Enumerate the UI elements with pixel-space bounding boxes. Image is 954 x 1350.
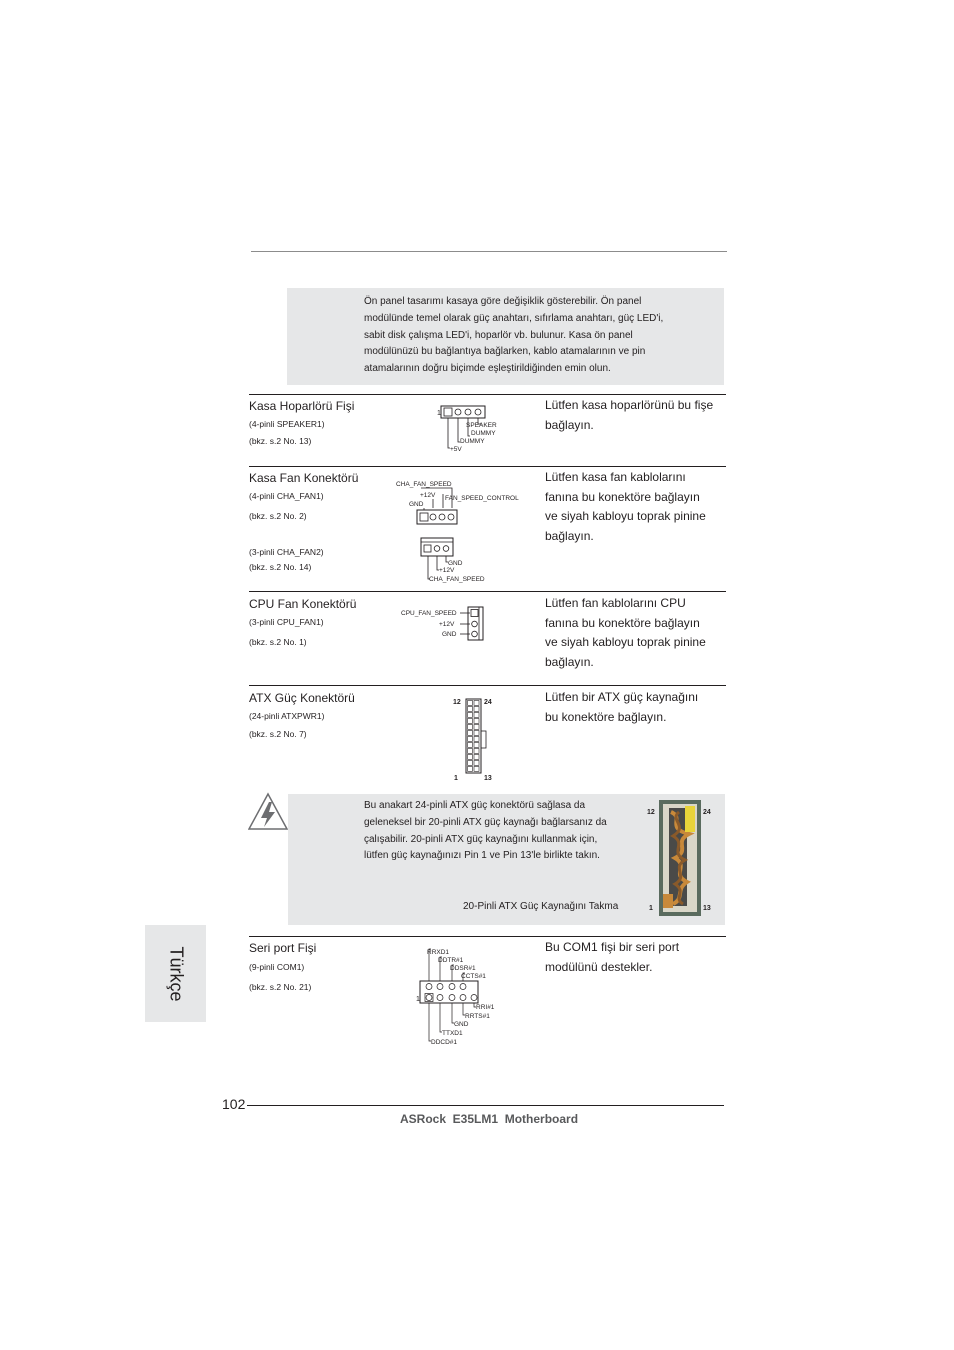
atx-pin: [468, 719, 473, 724]
language-tab: [145, 925, 206, 1022]
dummy-pin-label: DUMMY: [460, 438, 485, 445]
atx-pin: [468, 737, 473, 742]
section-rule: [249, 466, 726, 467]
note-line: Bu anakart 24-pinli ATX güç konektörü sağlasa da: [364, 800, 586, 811]
desc-line: fanına bu konektöre bağlayın: [545, 489, 700, 504]
note-line: atamalarının doğru biçimde eşleştirildiğinden emin olun.: [364, 363, 611, 375]
section-rule: [249, 936, 726, 937]
note-line: geleneksel bir 20-pinli ATX güç kaynağı bağlarsanız da: [364, 816, 607, 828]
12v-label: +12V: [439, 567, 455, 574]
atx-pin: [474, 749, 479, 754]
atx-reference: (bkz. s.2 No. 7): [249, 729, 307, 739]
desc-line: Lütfen fan kablolarını CPU: [545, 596, 686, 610]
cpu-fan-speed-label: CPU_FAN_SPEED: [401, 610, 457, 617]
section-rule: [249, 394, 726, 395]
photo-pin1-label: 1: [649, 905, 653, 912]
ddsr1-label: DDSR#1: [450, 965, 476, 972]
note-line: modülünüzü bu bağlantıya bağlarken, kablo atamalarının ve pin: [364, 346, 646, 358]
com-pin: [426, 995, 432, 1001]
desc-line: bağlayın.: [545, 528, 594, 543]
note-line: çalışabilir. 20-pinli ATX güç kaynağını kullanmak için,: [364, 833, 598, 845]
cha-fan-speed-label: CHA_FAN_SPEED: [429, 576, 485, 583]
ddcd1-label: DDCD#1: [431, 1039, 458, 1046]
cha-fan-description: [545, 468, 727, 546]
pin1-label: 1: [416, 996, 420, 1003]
atx-pin: [468, 713, 473, 718]
12v-label: +12V: [420, 492, 436, 499]
speaker-title: Kasa Hoparlörü Fişi: [249, 399, 355, 413]
pin1-label: 1: [437, 410, 441, 417]
atx-note: [364, 798, 654, 865]
speaker-pin-label: SPEAKER: [466, 422, 497, 429]
atx-pin: [468, 761, 473, 766]
com-pin: [437, 984, 443, 990]
photo-pin12-label: 12: [647, 809, 655, 816]
footer-rule: [247, 1105, 724, 1106]
gnd-label: GND: [409, 501, 424, 508]
desc-line: ve siyah kabloyu toprak pinine: [545, 635, 706, 649]
section-rule: [249, 591, 726, 592]
desc-line: Lütfen bir ATX güç kaynağını: [545, 690, 699, 704]
pin12-label: 12: [453, 699, 461, 706]
desc-line: fanına bu konektöre bağlayın: [545, 615, 700, 630]
cpu-fan-title: CPU Fan Konektörü: [249, 597, 357, 611]
cha-fan2-reference: (bkz. s.2 No. 14): [249, 562, 312, 572]
com-pin: [449, 995, 455, 1001]
desc-line: Lütfen kasa hoparlörünü bu fişe: [545, 398, 714, 412]
atx-pin: [474, 761, 479, 766]
footer-product: ASRock E35LM1 Motherboard: [400, 1112, 579, 1126]
cpu-fan-description: [545, 594, 727, 672]
note-line: sabit disk çalışma LED'i, hoparlör vb. bulunur. Kasa ön panel: [364, 329, 633, 341]
desc-line: bağlayın.: [545, 654, 594, 669]
ddtr1-label: DDTR#1: [438, 957, 464, 964]
front-panel-note: [364, 294, 716, 378]
serial-title: Seri port Fişi: [249, 941, 317, 955]
atx-pin: [474, 719, 479, 724]
ttxd1-label: TTXD1: [442, 1030, 463, 1037]
com-header-diagram: [412, 945, 502, 1049]
pin13-label: 13: [484, 775, 492, 782]
dummy-pin-label: DUMMY: [471, 430, 496, 437]
photo-pin13-label: 13: [703, 905, 711, 912]
cha-fan2-pin-info: (3-pinli CHA_FAN2): [249, 547, 324, 557]
desc-line: ve siyah kabloyu toprak pinine: [545, 509, 706, 523]
desc-line: bu konektöre bağlayın.: [545, 709, 667, 724]
atx-title: ATX Güç Konektörü: [249, 691, 355, 705]
atx-pin: [468, 749, 473, 754]
cpu-fan-reference: (bkz. s.2 No. 1): [249, 637, 307, 647]
atx-pin: [474, 731, 479, 736]
pin24-label: 24: [484, 699, 492, 706]
cha-fan-title: Kasa Fan Konektörü: [249, 471, 359, 485]
serial-pin-info: (9-pinli COM1): [249, 962, 305, 972]
gnd-label: GND: [448, 560, 463, 567]
cha-fan2-header-diagram: [418, 535, 498, 585]
note-line: modülünde temel olarak güç anahtarı, sıfırlama anahtarı, güç LED'i,: [364, 312, 664, 324]
atx-pin: [468, 755, 473, 760]
12v-label: +12V: [439, 621, 455, 628]
page-number: 102: [222, 1096, 246, 1112]
language-tab-label: Türkçe: [166, 945, 186, 1002]
cha-fan-speed-label: CHA_FAN_SPEED: [396, 481, 452, 488]
cha-fan1-reference: (bkz. s.2 No. 2): [249, 511, 307, 521]
atx-connector-photo: [645, 798, 715, 918]
atx-pin: [468, 731, 473, 736]
serial-description: [545, 938, 727, 977]
pin1-label: 1: [454, 775, 458, 782]
atx-pin: [468, 767, 473, 772]
desc-line: Lütfen kasa fan kablolarını: [545, 470, 686, 484]
desc-line: modülünü destekler.: [545, 959, 653, 974]
cha-fan1-pin-info: (4-pinli CHA_FAN1): [249, 491, 324, 501]
5v-pin-label: +5V: [450, 446, 462, 453]
atx-note-caption: 20-Pinli ATX Güç Kaynağını Takma: [463, 901, 619, 912]
section-rule: [249, 685, 726, 686]
speaker-header-diagram: [430, 402, 530, 456]
atx-pin: [474, 743, 479, 748]
rrxd1-label: RRXD1: [427, 949, 450, 956]
speaker-pin-info: (4-pinli SPEAKER1): [249, 419, 325, 429]
atx-pin: [474, 767, 479, 772]
com-pin: [460, 984, 466, 990]
warning-icon: [248, 792, 288, 832]
rri1-label: RRI#1: [476, 1004, 495, 1011]
atx-pin: [468, 701, 473, 706]
fan-speed-control-label: FAN_SPEED_CONTROL: [445, 495, 519, 502]
atx-pin: [474, 755, 479, 760]
com-pin: [437, 995, 443, 1001]
com-pin: [449, 984, 455, 990]
atx-description: [545, 688, 727, 727]
atx-pin: [474, 737, 479, 742]
gnd-label: GND: [454, 1021, 469, 1028]
atx-pin: [468, 743, 473, 748]
com-pin: [460, 995, 466, 1001]
note-line: lütfen güç kaynağınızı Pin 1 ve Pin 13'le birlikte takın.: [364, 850, 600, 862]
speaker-reference: (bkz. s.2 No. 13): [249, 436, 312, 446]
cpu-fan-header-diagram: [398, 604, 493, 642]
atx-pin: [474, 707, 479, 712]
top-rule: [251, 251, 727, 252]
atx-pin: [468, 725, 473, 730]
com-pin: [426, 984, 432, 990]
serial-reference: (bkz. s.2 No. 21): [249, 982, 312, 992]
rrts1-label: RRTS#1: [465, 1013, 490, 1020]
cpu-fan-pin-info: (3-pinli CPU_FAN1): [249, 617, 324, 627]
atx-pin: [474, 725, 479, 730]
photo-pin24-label: 24: [703, 809, 711, 816]
atx-pin: [474, 713, 479, 718]
speaker-description: [545, 396, 727, 435]
atx-pin-info: (24-pinli ATXPWR1): [249, 711, 325, 721]
gnd-label: GND: [442, 631, 457, 638]
note-line: Ön panel tasarımı kasaya göre değişiklik gösterebilir. Ön panel: [364, 296, 642, 307]
com-pin: [471, 995, 477, 1001]
atx-header-diagram: [448, 694, 498, 784]
cha-fan1-header-diagram: [395, 476, 535, 530]
atx-pin: [474, 701, 479, 706]
desc-line: bağlayın.: [545, 417, 594, 432]
desc-line: Bu COM1 fişi bir seri port: [545, 940, 680, 954]
ccts1-label: CCTS#1: [461, 973, 486, 980]
atx-pin: [468, 707, 473, 712]
